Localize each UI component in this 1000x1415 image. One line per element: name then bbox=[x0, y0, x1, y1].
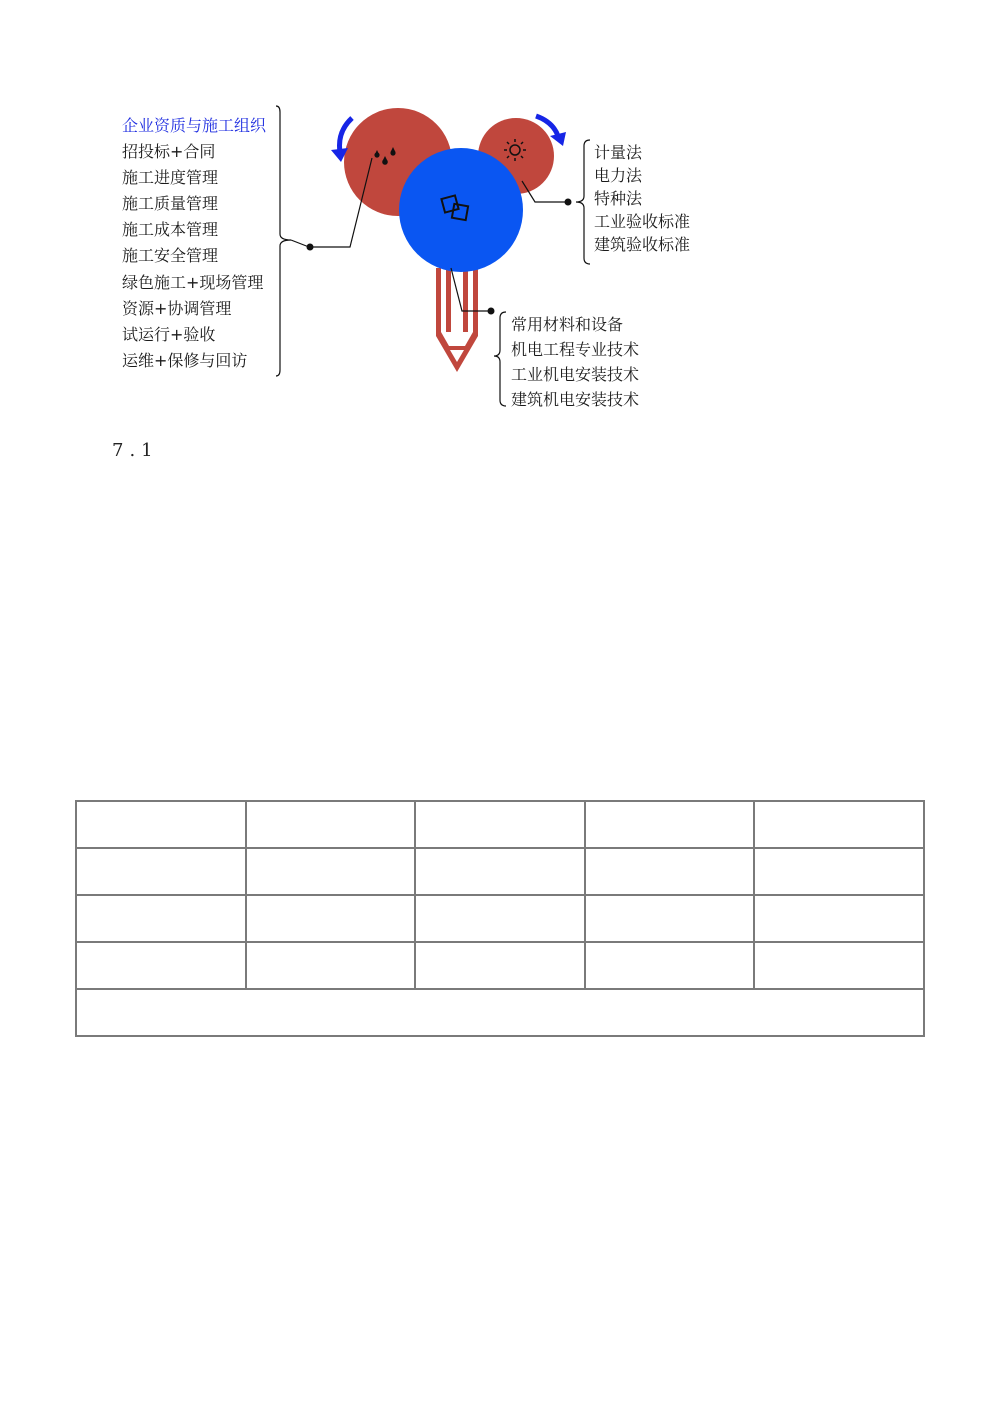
bottom-list-item: 机电工程专业技术 bbox=[511, 340, 640, 359]
table-row bbox=[76, 942, 924, 989]
table-row bbox=[76, 895, 924, 942]
pencil-icon bbox=[436, 268, 478, 372]
table-cell bbox=[754, 895, 924, 942]
table-cell bbox=[246, 801, 416, 848]
table-cell bbox=[415, 848, 585, 895]
table-cell bbox=[415, 942, 585, 989]
left-list-item: 施工成本管理 bbox=[122, 220, 219, 239]
left-list-item: 施工质量管理 bbox=[122, 194, 219, 213]
table-cell bbox=[415, 801, 585, 848]
mind-diagram bbox=[0, 0, 1000, 440]
empty-table bbox=[75, 800, 925, 1037]
right-list-item: 工业验收标准 bbox=[594, 212, 691, 231]
left-list-item: 施工进度管理 bbox=[122, 168, 219, 187]
left-list-item: 运维+保修与回访 bbox=[122, 351, 248, 370]
table-row bbox=[76, 848, 924, 895]
center-blue-circle bbox=[399, 148, 523, 272]
table-cell bbox=[246, 895, 416, 942]
table-cell bbox=[585, 848, 755, 895]
left-list-item: 绿色施工+现场管理 bbox=[122, 273, 264, 292]
left-list-item: 招投标+合同 bbox=[122, 142, 216, 161]
table-cell bbox=[415, 895, 585, 942]
left-list-item: 企业资质与施工组织 bbox=[122, 116, 267, 135]
table-cell bbox=[585, 801, 755, 848]
table-cell bbox=[76, 801, 246, 848]
left-list-item: 资源+协调管理 bbox=[122, 299, 232, 318]
table-cell bbox=[754, 801, 924, 848]
section-number: 7.1 bbox=[112, 440, 159, 461]
right-list-item: 特种法 bbox=[594, 189, 643, 208]
left-list-item: 施工安全管理 bbox=[122, 246, 219, 265]
right-list-item: 计量法 bbox=[594, 143, 643, 162]
table-cell bbox=[246, 942, 416, 989]
table-row bbox=[76, 801, 924, 848]
left-list-item: 试运行+验收 bbox=[122, 325, 216, 344]
table-cell bbox=[246, 848, 416, 895]
table-row bbox=[76, 989, 924, 1036]
table-cell bbox=[754, 942, 924, 989]
table-cell bbox=[585, 942, 755, 989]
table-cell bbox=[76, 895, 246, 942]
right-list-item: 电力法 bbox=[594, 166, 643, 185]
table-cell bbox=[76, 942, 246, 989]
table-cell bbox=[585, 895, 755, 942]
right-list-item: 建筑验收标准 bbox=[594, 235, 691, 254]
table-cell bbox=[76, 848, 246, 895]
bottom-list-item: 建筑机电安装技术 bbox=[511, 390, 640, 409]
table-merged-cell bbox=[76, 989, 924, 1036]
bottom-list-item: 工业机电安装技术 bbox=[511, 365, 640, 384]
table-cell bbox=[754, 848, 924, 895]
bottom-list-item: 常用材料和设备 bbox=[511, 315, 624, 334]
